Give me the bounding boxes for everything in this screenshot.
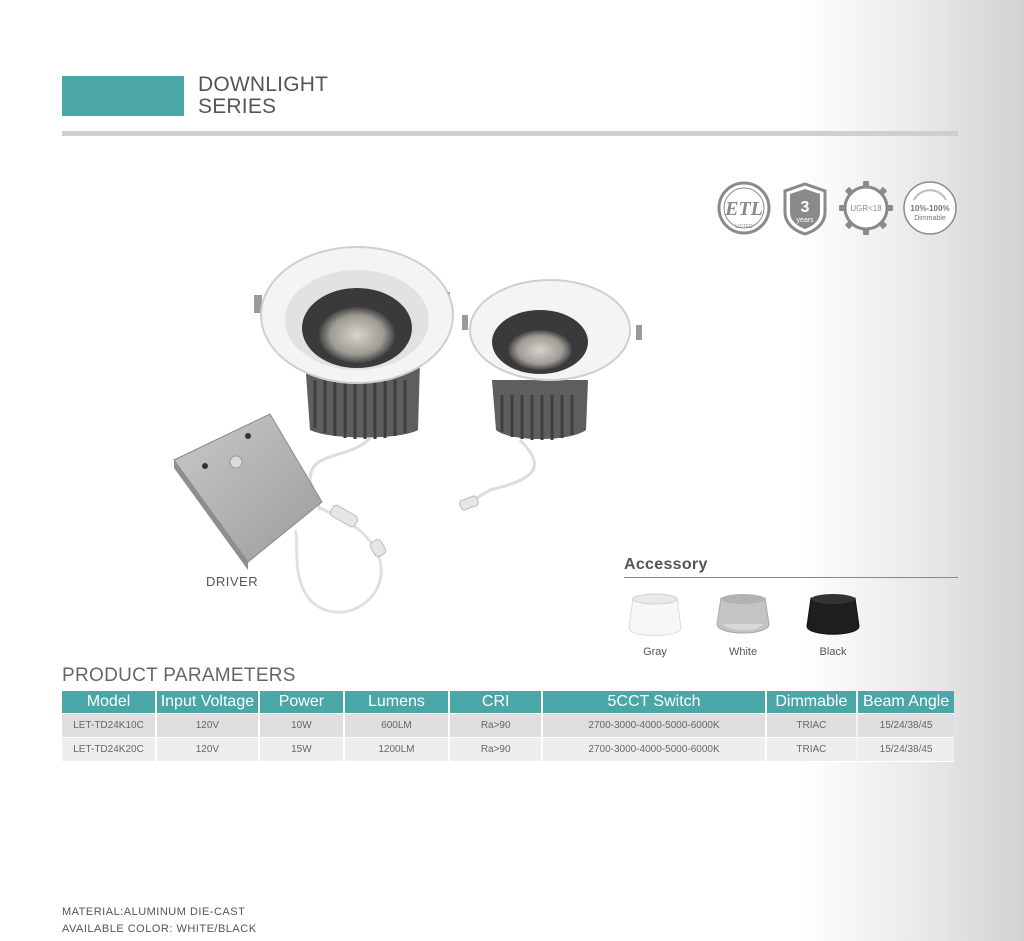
cell-dimmable: TRIAC [767,738,857,762]
cell-model: LET-TD24K10C [62,714,155,738]
accessory-divider [624,577,958,578]
cell-input-voltage: 120V [157,738,258,762]
col-header-power: Power [260,691,343,714]
warranty-unit: years [796,217,814,224]
col-header-input-voltage: Input Voltage [157,691,258,714]
accessory-label-gray: Gray [643,646,667,658]
accessory-label-black: Black [819,646,847,658]
available-color-text: AVAILABLE COLOR: WHITE/BLACK [62,923,257,935]
header-accent-bar [62,76,184,116]
cell-input-voltage: 120V [157,714,258,738]
cell-beam-angle: 15/24/38/45 [858,738,954,762]
table-header-row [62,691,954,714]
cell-beam-angle: 15/24/38/45 [858,714,954,738]
etl-listed-icon [716,180,772,236]
etl-text: ETL [725,198,763,220]
table-row [62,714,954,738]
cell-lumens: 1200LM [345,738,448,762]
col-header-model: Model [62,691,155,714]
params-title: PRODUCT PARAMETERS [62,665,296,686]
table-row [62,738,954,762]
certification-badges [716,178,958,238]
accessory-item-white [703,590,783,662]
cell-cct-switch: 2700-3000-4000-5000-6000K [543,714,764,738]
col-header-lumens: Lumens [345,691,448,714]
white-reflector-icon [625,590,685,642]
cell-dimmable: TRIAC [767,714,857,738]
material-info [62,904,257,938]
etl-sub: LISTED [735,224,753,230]
cell-power: 10W [260,714,343,738]
driver-box [174,414,322,570]
accessory-item-gray [615,590,695,662]
col-header-cct-switch: 5CCT Switch [543,691,764,714]
title-line-1: DOWNLIGHT [198,73,329,96]
small-downlight [462,280,642,440]
warranty-shield-icon [782,182,828,236]
col-header-cri: CRI [450,691,542,714]
cell-model: LET-TD24K20C [62,738,155,762]
title-line-2: SERIES [198,95,277,118]
black-reflector-icon [803,590,863,642]
dimmable-icon [902,180,958,236]
ugr-text: UGR<18 [850,204,882,213]
dimmable-range: 10%-100% [910,204,950,213]
warranty-number: 3 [800,199,810,216]
cell-power: 15W [260,738,343,762]
cell-cri: Ra>90 [450,738,542,762]
large-downlight [254,247,453,439]
driver-label: DRIVER [206,574,259,589]
accessory-item-black [793,590,873,662]
col-header-dimmable: Dimmable [767,691,857,714]
ugr-gear-icon [838,180,894,236]
accessory-title: Accessory [624,556,708,573]
gray-reflector-icon [713,590,773,642]
material-text: MATERIAL:ALUMINUM DIE-CAST [62,906,246,918]
params-table [60,691,956,762]
accessory-label-white: White [728,646,758,658]
dimmable-sub: Dimmable [914,215,946,222]
page-title [198,74,328,118]
col-header-beam-angle: Beam Angle [858,691,954,714]
cell-cct-switch: 2700-3000-4000-5000-6000K [543,738,764,762]
header-divider [62,131,958,136]
cell-lumens: 600LM [345,714,448,738]
cell-cri: Ra>90 [450,714,542,738]
